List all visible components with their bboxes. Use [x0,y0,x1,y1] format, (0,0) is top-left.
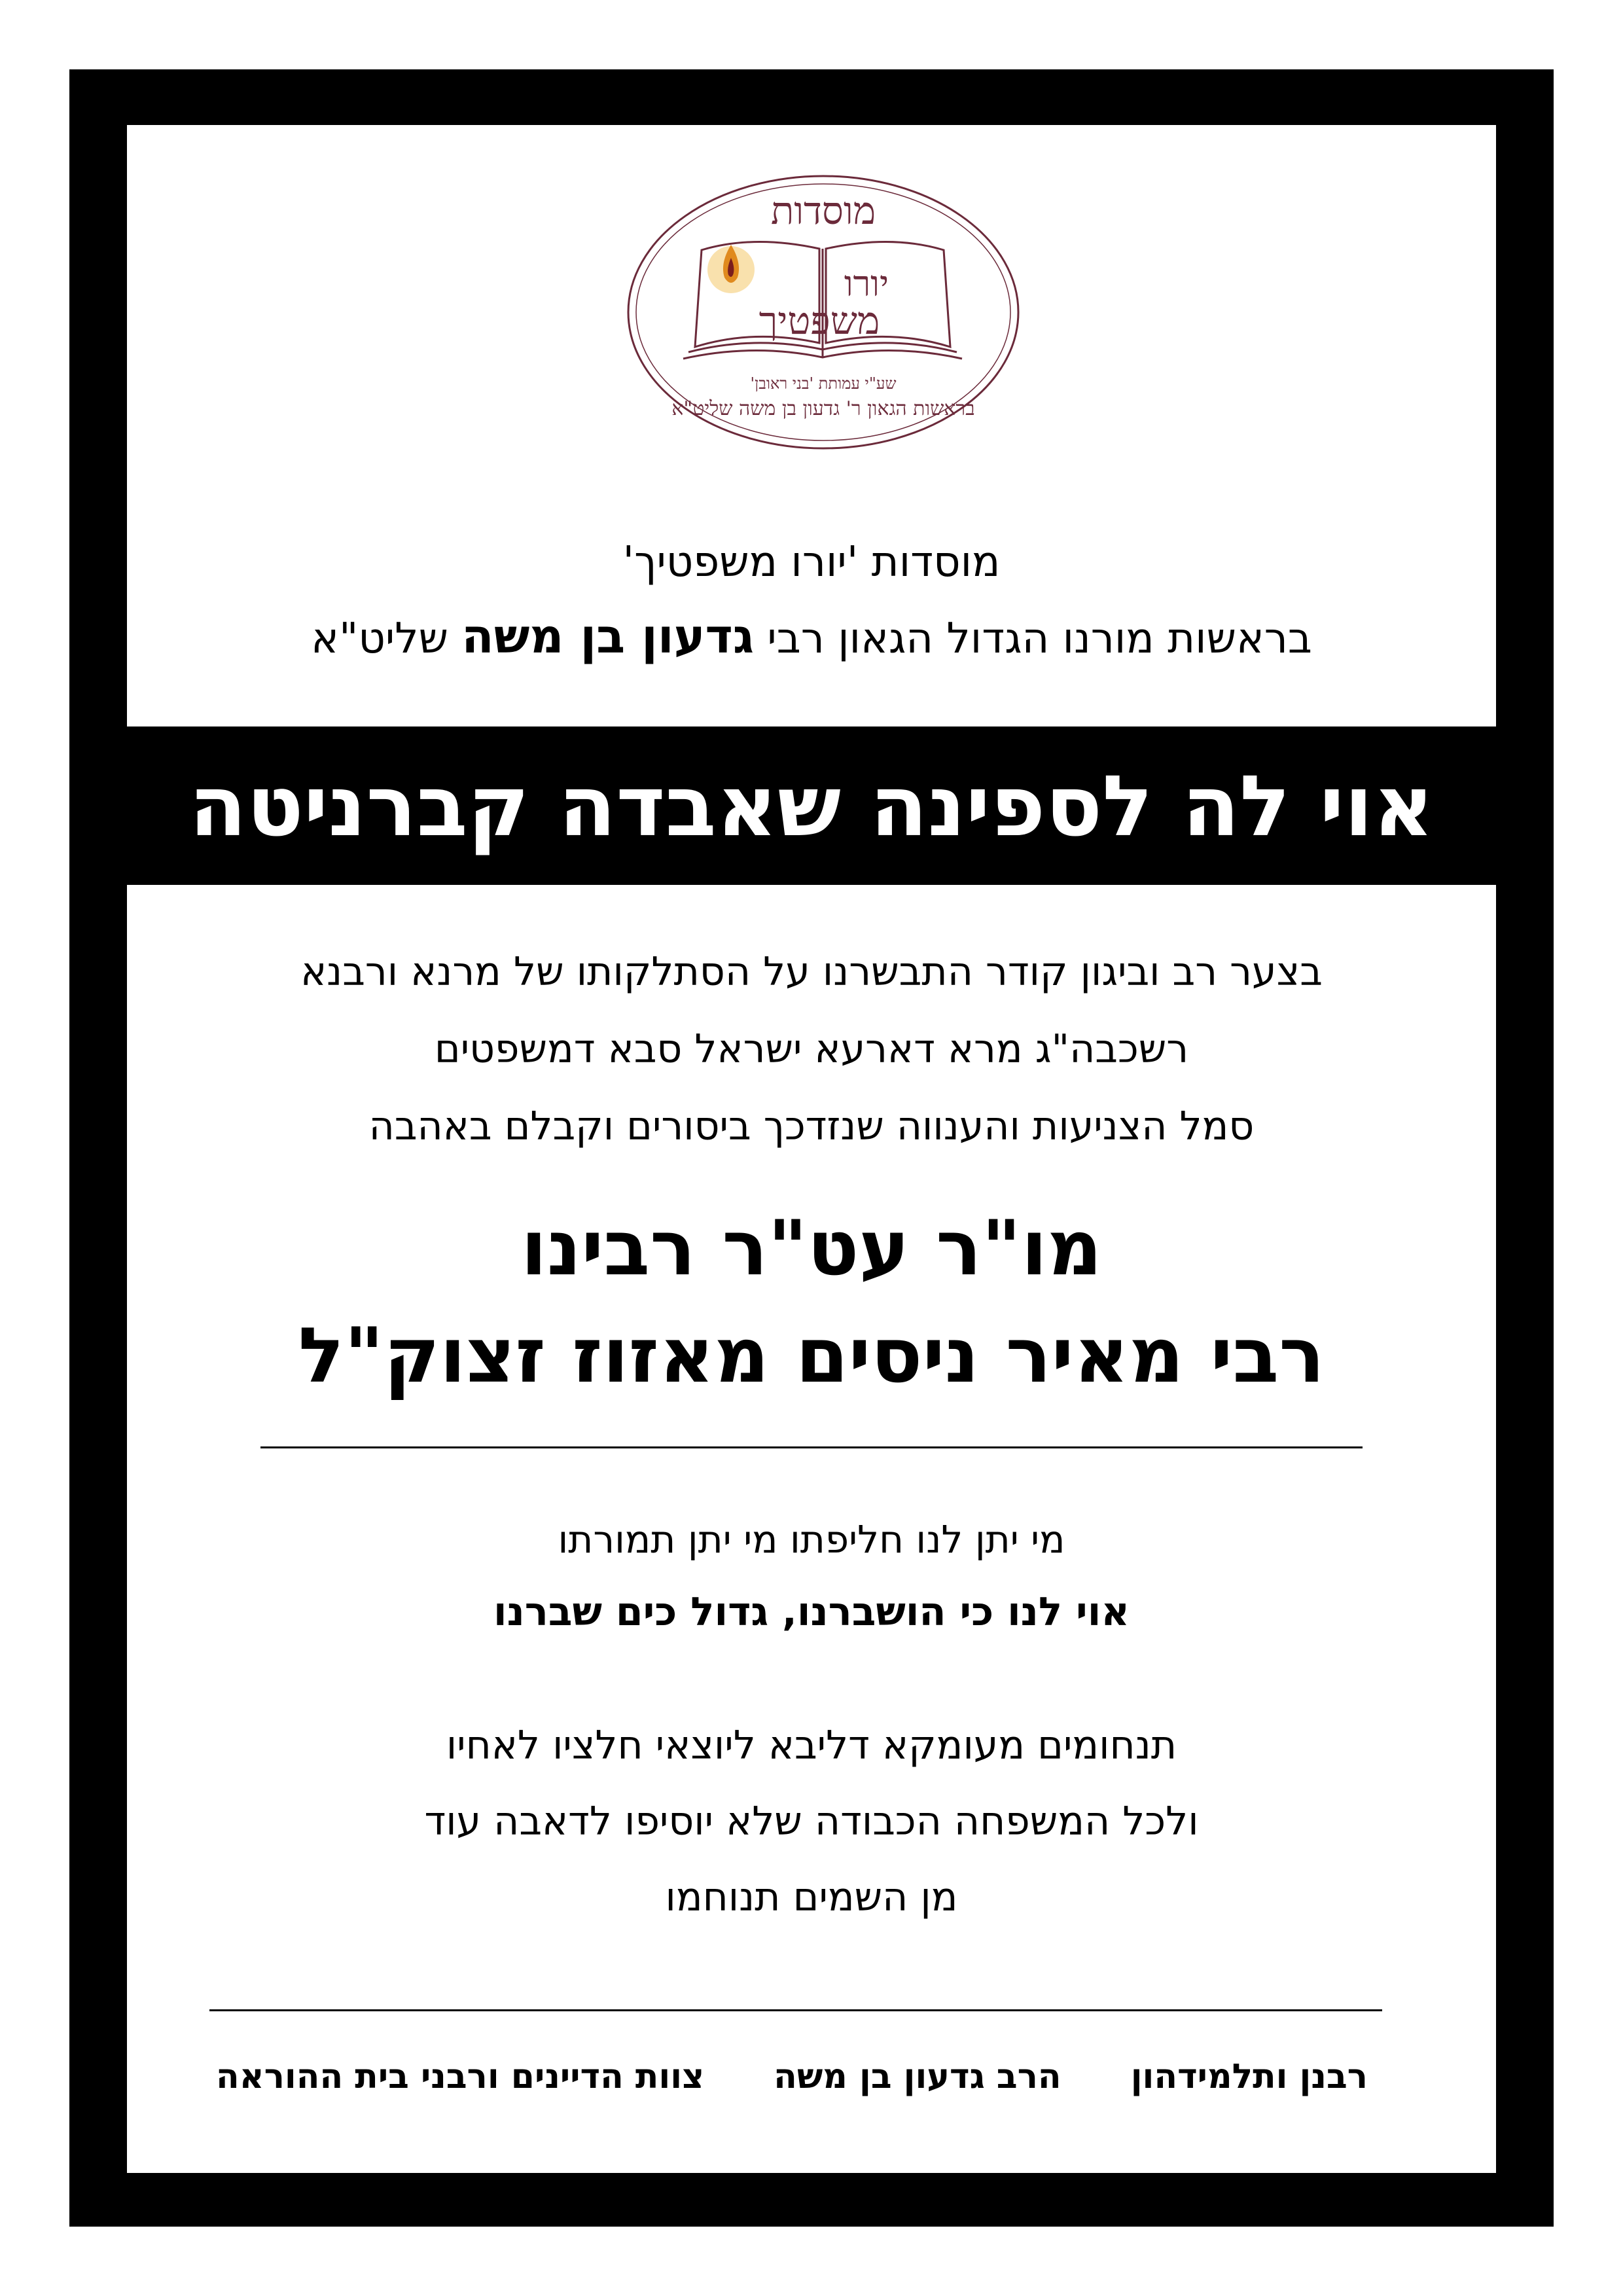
condolence-line-1: תנחומים מעומקא דליבא ליוצאי חלציו לאחיו [446,1723,1177,1768]
signer-1: רבנן ותלמידהון [1130,2057,1368,2096]
institution-name: מוסדות 'יורו משפטיך' [622,538,1001,586]
condolence-line-3: מן השמים תנוחמו [665,1874,958,1920]
logo-name-line2: משפטיך [758,298,880,343]
deceased-name: רבי מאיר ניסים מאזוז זצוק"ל [298,1312,1325,1400]
signature-divider [209,2009,1382,2011]
banner-title: אוי לה לספינה שאבדה קברניטה [188,758,1435,855]
signers-row [216,2047,1368,2106]
institution-logo [623,171,1024,453]
head-prefix: בראשות מורנו הגדול הגאון רבי [767,615,1312,663]
signer-2: הרב גדעון בן משה [774,2057,1061,2096]
lament-line-1: מי יתן לנו חליפתו מי יתן תמורתו [558,1517,1065,1562]
institution-head [0,609,1623,664]
logo-ring-line2: בראשות הגאון ר' גדעון בן משה שליט"א [671,397,975,420]
logo-ring-line1: שע"י עמותת 'בני ראובן' [750,374,897,393]
intro-line-3: סמל הצניעות והענווה שנזדכך ביסורים וקבלם באהבה [368,1103,1255,1149]
condolence-line-2: ולכל המשפחה הכבודה שלא יוסיפו לדאבה עוד [424,1799,1199,1844]
lament-line-2: אוי לנו כי הושברנו, גדול כים שברנו [493,1589,1130,1635]
deceased-title: מו"ר עט"ר רבינו [520,1204,1103,1293]
divider [260,1446,1363,1448]
intro-line-2: רשכבה"ג מרא דארעא ישראל סבא דמשפטים [434,1026,1189,1072]
logo-title: מוסדות [770,188,876,233]
intro-line-1: בצער רב וביגון קודר התבשרנו על הסתלקותו של מרנא ורבנא [300,949,1323,995]
logo-name-line1: יורו [844,263,889,304]
head-suffix: שליט"א [311,615,448,663]
signer-3: צוות הדיינים ורבני בית ההוראה [216,2057,705,2096]
head-name: גדעון בן משה [461,609,755,664]
